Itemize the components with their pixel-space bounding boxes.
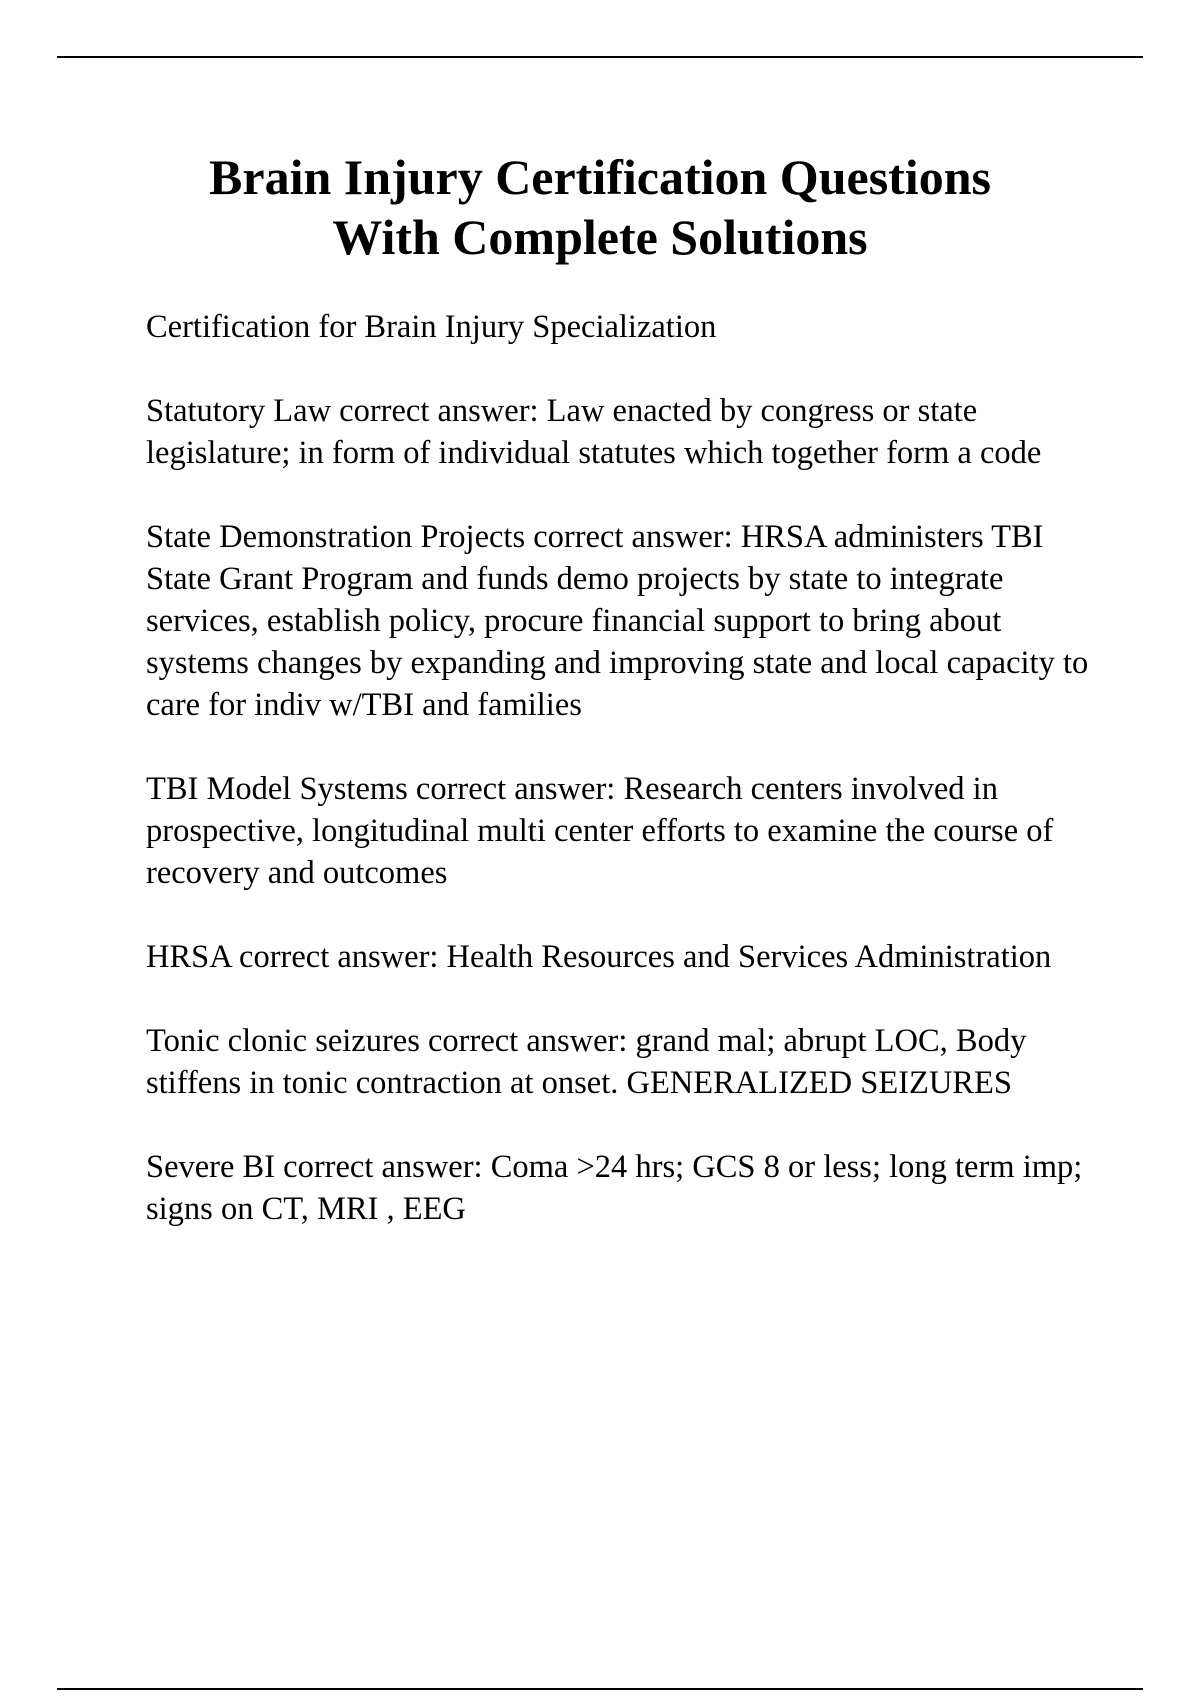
- qa-entry-tonic-clonic-seizures: Tonic clonic seizures correct answer: grand mal; abrupt LOC, Body stiffens in tonic contraction at onset. GENERALIZED SEIZURES: [146, 1023, 1027, 1101]
- subtitle: Certification for Brain Injury Specialization: [146, 309, 717, 345]
- page-title: [90, 147, 1110, 267]
- title-line-2: With Complete Solutions: [332, 209, 868, 265]
- header-rule: [57, 56, 1143, 58]
- document-body: [146, 306, 1106, 1272]
- qa-entry-tbi-model-systems: TBI Model Systems correct answer: Research centers involved in prospective, longitudinal multi center efforts to examine the course of recovery and outcomes: [146, 771, 1054, 891]
- title-line-1: Brain Injury Certification Questions: [209, 149, 991, 205]
- qa-entry-statutory-law: Statutory Law correct answer: Law enacted by congress or state legislature; in form of individual statutes which together form a code: [146, 393, 1042, 471]
- qa-entry-severe-bi: Severe BI correct answer: Coma >24 hrs; GCS 8 or less; long term imp; signs on CT, MRI , EEG: [146, 1149, 1083, 1227]
- footer-rule: [57, 1688, 1143, 1690]
- qa-entry-state-demonstration-projects: State Demonstration Projects correct answer: HRSA administers TBI State Grant Program and funds demo projects by state to integrate services, establish policy, procure financial support to bring about systems changes by expanding and improving state and local capacity to care for indiv w/TBI and families: [146, 519, 1089, 723]
- qa-entry-hrsa: HRSA correct answer: Health Resources and Services Administration: [146, 939, 1052, 975]
